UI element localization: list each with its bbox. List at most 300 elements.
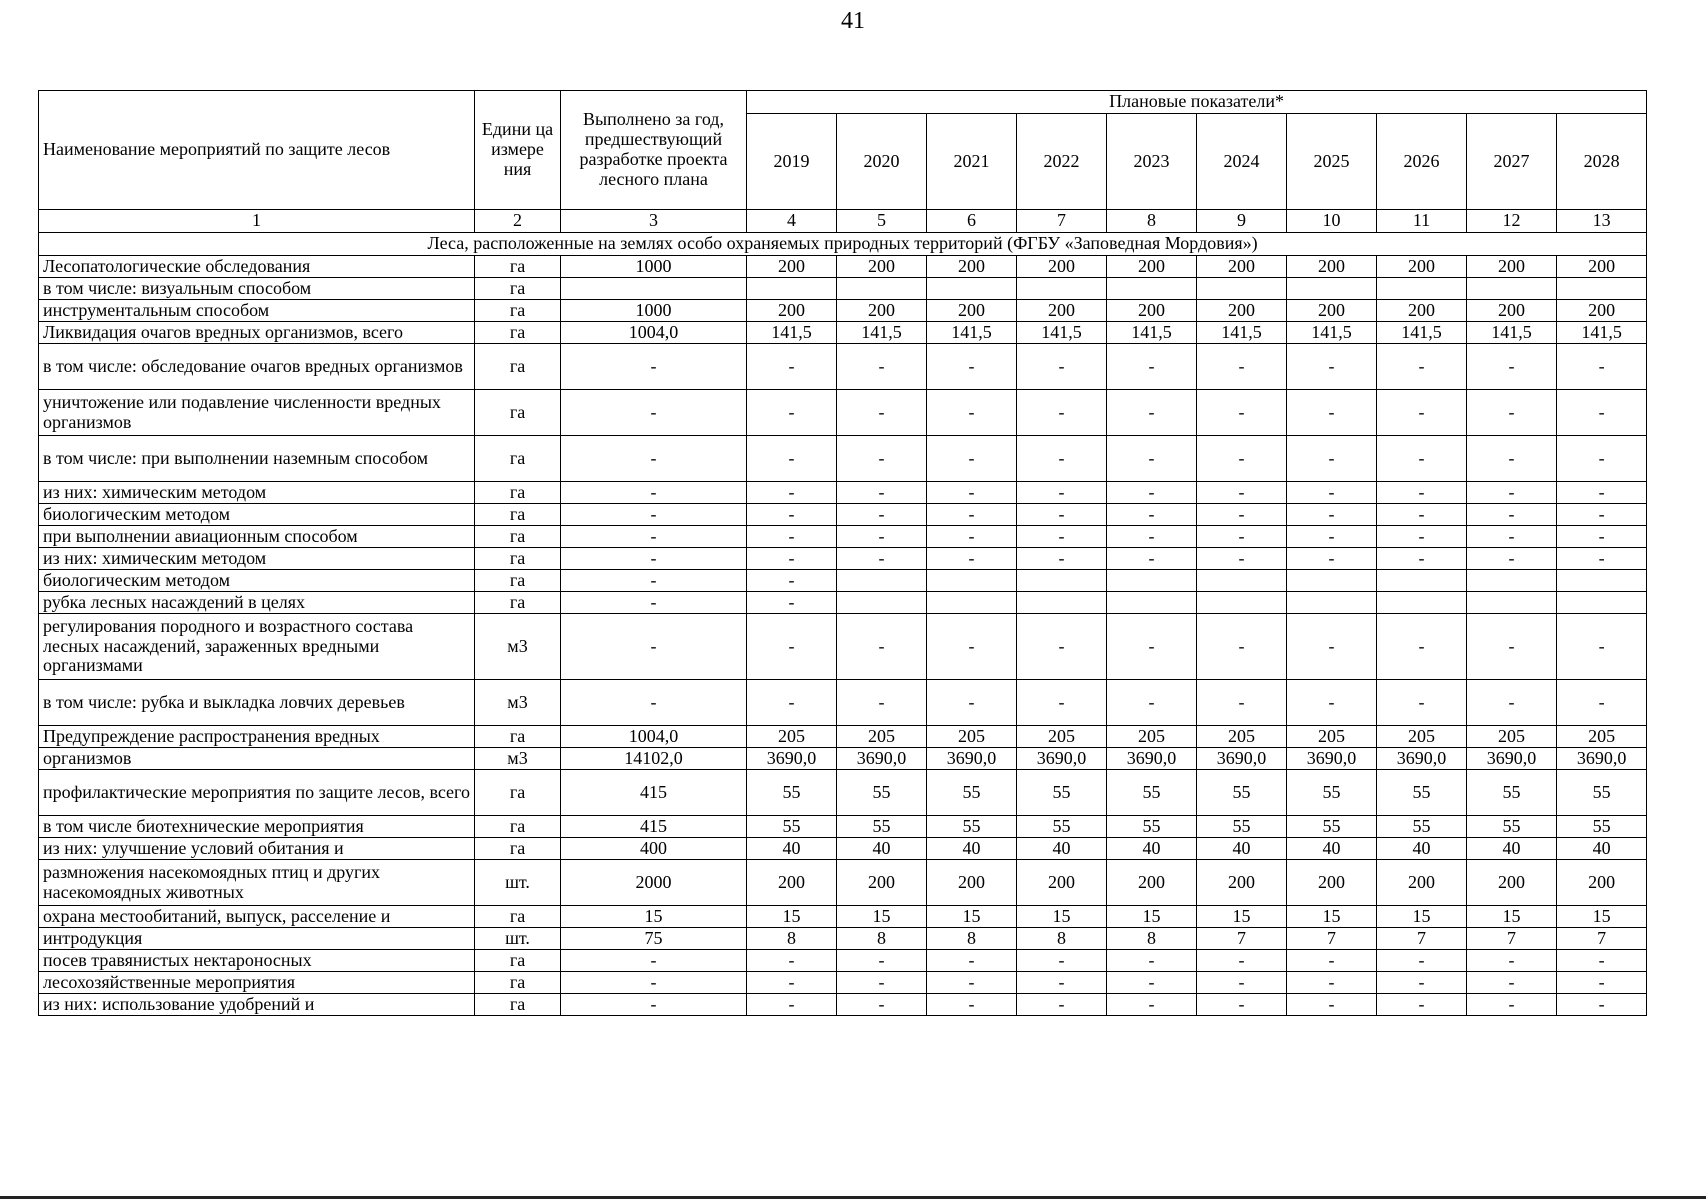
row-value: 3690,0 bbox=[1557, 748, 1647, 770]
table-row bbox=[39, 390, 1647, 436]
row-done: 415 bbox=[561, 816, 747, 838]
row-value: 205 bbox=[1107, 726, 1197, 748]
row-value: - bbox=[1377, 344, 1467, 390]
row-value: - bbox=[1467, 680, 1557, 726]
row-value bbox=[927, 278, 1017, 300]
column-number: 10 bbox=[1287, 210, 1377, 233]
row-value: 55 bbox=[1107, 816, 1197, 838]
row-value: - bbox=[837, 548, 927, 570]
row-value: - bbox=[837, 436, 927, 482]
row-value: - bbox=[1377, 390, 1467, 436]
row-name: из них: использование удобрений и bbox=[39, 994, 475, 1016]
table-row bbox=[39, 816, 1647, 838]
row-name: из них: химическим методом bbox=[39, 548, 475, 570]
row-done: 1004,0 bbox=[561, 322, 747, 344]
row-value: - bbox=[837, 390, 927, 436]
row-value: 55 bbox=[1017, 816, 1107, 838]
row-value: 200 bbox=[1467, 860, 1557, 906]
row-value: - bbox=[1377, 994, 1467, 1016]
row-done: 14102,0 bbox=[561, 748, 747, 770]
row-value: - bbox=[747, 680, 837, 726]
column-number: 5 bbox=[837, 210, 927, 233]
column-number-row bbox=[39, 210, 1647, 233]
row-value: - bbox=[1017, 482, 1107, 504]
row-unit: га bbox=[475, 816, 561, 838]
row-value: - bbox=[1467, 504, 1557, 526]
row-name: при выполнении авиационным способом bbox=[39, 526, 475, 548]
row-value: 141,5 bbox=[1377, 322, 1467, 344]
row-name: Предупреждение распространения вредных bbox=[39, 726, 475, 748]
row-value: 200 bbox=[1197, 300, 1287, 322]
row-unit: га bbox=[475, 770, 561, 816]
row-value: 141,5 bbox=[1197, 322, 1287, 344]
row-value: - bbox=[1287, 482, 1377, 504]
header-unit: Едини ца измере ния bbox=[475, 91, 561, 210]
row-value: 200 bbox=[1197, 256, 1287, 278]
page-number: 41 bbox=[841, 8, 865, 34]
row-value: - bbox=[1377, 950, 1467, 972]
table-row bbox=[39, 838, 1647, 860]
row-value: 8 bbox=[927, 928, 1017, 950]
row-value bbox=[1017, 570, 1107, 592]
row-name: биологическим методом bbox=[39, 570, 475, 592]
row-value: - bbox=[837, 680, 927, 726]
row-value: - bbox=[1467, 390, 1557, 436]
row-value: - bbox=[747, 482, 837, 504]
row-name: посев травянистых нектароносных bbox=[39, 950, 475, 972]
row-value: - bbox=[1557, 390, 1647, 436]
row-value: - bbox=[747, 570, 837, 592]
row-value: 15 bbox=[1107, 906, 1197, 928]
row-value: - bbox=[927, 972, 1017, 994]
row-value: 8 bbox=[1017, 928, 1107, 950]
row-value: - bbox=[1017, 436, 1107, 482]
row-name: организмов bbox=[39, 748, 475, 770]
row-value: - bbox=[1557, 436, 1647, 482]
row-name: в том числе: визуальным способом bbox=[39, 278, 475, 300]
column-number: 11 bbox=[1377, 210, 1467, 233]
table-row bbox=[39, 860, 1647, 906]
row-value: 200 bbox=[837, 300, 927, 322]
row-done: 1004,0 bbox=[561, 726, 747, 748]
row-value: 200 bbox=[1107, 860, 1197, 906]
row-value: - bbox=[837, 994, 927, 1016]
row-done: - bbox=[561, 994, 747, 1016]
column-number: 6 bbox=[927, 210, 1017, 233]
row-value: 3690,0 bbox=[747, 748, 837, 770]
row-value: - bbox=[837, 614, 927, 680]
row-value: - bbox=[1197, 504, 1287, 526]
row-value: - bbox=[1197, 436, 1287, 482]
row-name: в том числе: обследование очагов вредных организмов bbox=[39, 344, 475, 390]
table-row bbox=[39, 504, 1647, 526]
table-row bbox=[39, 770, 1647, 816]
row-unit: га bbox=[475, 548, 561, 570]
row-unit: га bbox=[475, 994, 561, 1016]
row-unit: м3 bbox=[475, 680, 561, 726]
row-value: 15 bbox=[927, 906, 1017, 928]
row-value: - bbox=[837, 526, 927, 548]
row-value: 205 bbox=[1197, 726, 1287, 748]
row-unit: га bbox=[475, 482, 561, 504]
row-value: 200 bbox=[1377, 256, 1467, 278]
row-unit: га bbox=[475, 726, 561, 748]
row-done: 415 bbox=[561, 770, 747, 816]
row-value: - bbox=[837, 482, 927, 504]
row-value: 200 bbox=[927, 860, 1017, 906]
row-done: - bbox=[561, 390, 747, 436]
table-row bbox=[39, 436, 1647, 482]
row-value: 200 bbox=[1377, 300, 1467, 322]
row-value: 141,5 bbox=[1107, 322, 1197, 344]
row-value: - bbox=[747, 614, 837, 680]
table-row bbox=[39, 482, 1647, 504]
row-unit: га bbox=[475, 838, 561, 860]
row-value bbox=[1287, 278, 1377, 300]
row-value: - bbox=[1287, 526, 1377, 548]
row-value: 40 bbox=[1197, 838, 1287, 860]
row-value: 55 bbox=[1557, 770, 1647, 816]
row-name: из них: химическим методом bbox=[39, 482, 475, 504]
row-value: - bbox=[927, 614, 1017, 680]
row-value: - bbox=[747, 548, 837, 570]
row-value: 205 bbox=[1017, 726, 1107, 748]
row-value bbox=[927, 592, 1017, 614]
row-value: - bbox=[1017, 994, 1107, 1016]
row-value: - bbox=[1197, 972, 1287, 994]
row-value: 205 bbox=[837, 726, 927, 748]
row-value: 200 bbox=[1287, 300, 1377, 322]
row-name: уничтожение или подавление численности вредных организмов bbox=[39, 390, 475, 436]
row-unit: га bbox=[475, 322, 561, 344]
row-value: 55 bbox=[1557, 816, 1647, 838]
row-unit: шт. bbox=[475, 860, 561, 906]
row-value bbox=[1017, 592, 1107, 614]
row-value: 40 bbox=[1287, 838, 1377, 860]
row-value: - bbox=[1197, 482, 1287, 504]
header-year: 2021 bbox=[927, 114, 1017, 210]
row-value: 15 bbox=[837, 906, 927, 928]
row-value: 3690,0 bbox=[837, 748, 927, 770]
row-value: 40 bbox=[1377, 838, 1467, 860]
row-value: 40 bbox=[1467, 838, 1557, 860]
row-value: - bbox=[747, 526, 837, 548]
table-row bbox=[39, 680, 1647, 726]
row-value: 40 bbox=[927, 838, 1017, 860]
row-value: 55 bbox=[1467, 770, 1557, 816]
row-value: 15 bbox=[1197, 906, 1287, 928]
column-number: 2 bbox=[475, 210, 561, 233]
row-unit: га bbox=[475, 504, 561, 526]
row-value: - bbox=[927, 390, 1017, 436]
row-value: 141,5 bbox=[1017, 322, 1107, 344]
row-done: - bbox=[561, 436, 747, 482]
row-value: - bbox=[747, 344, 837, 390]
row-value: 200 bbox=[1107, 300, 1197, 322]
header-year: 2023 bbox=[1107, 114, 1197, 210]
row-value: 200 bbox=[1287, 860, 1377, 906]
row-value: - bbox=[1377, 504, 1467, 526]
row-unit: га bbox=[475, 278, 561, 300]
row-value bbox=[1197, 570, 1287, 592]
row-unit: м3 bbox=[475, 614, 561, 680]
row-done: 15 bbox=[561, 906, 747, 928]
row-value: - bbox=[1197, 994, 1287, 1016]
row-value: 55 bbox=[927, 816, 1017, 838]
row-value: - bbox=[927, 950, 1017, 972]
row-value: - bbox=[1107, 614, 1197, 680]
row-value: 8 bbox=[1107, 928, 1197, 950]
table-row bbox=[39, 972, 1647, 994]
row-value: - bbox=[927, 526, 1017, 548]
row-value: - bbox=[1557, 548, 1647, 570]
row-value: - bbox=[927, 436, 1017, 482]
row-value: - bbox=[1557, 344, 1647, 390]
row-value: - bbox=[747, 592, 837, 614]
table-row bbox=[39, 906, 1647, 928]
table-row bbox=[39, 994, 1647, 1016]
page-bottom-edge bbox=[0, 1196, 1706, 1199]
row-value: - bbox=[1467, 436, 1557, 482]
row-value: 55 bbox=[747, 770, 837, 816]
row-value: - bbox=[1107, 950, 1197, 972]
row-value: 200 bbox=[1017, 256, 1107, 278]
row-value: - bbox=[927, 482, 1017, 504]
row-value: 141,5 bbox=[927, 322, 1017, 344]
column-number: 7 bbox=[1017, 210, 1107, 233]
table-row bbox=[39, 300, 1647, 322]
header-name: Наименование мероприятий по защите лесов bbox=[39, 91, 475, 210]
header-year: 2025 bbox=[1287, 114, 1377, 210]
row-value bbox=[1287, 592, 1377, 614]
row-value: - bbox=[1107, 972, 1197, 994]
row-value: - bbox=[1197, 344, 1287, 390]
row-value: - bbox=[747, 972, 837, 994]
row-value: - bbox=[927, 548, 1017, 570]
row-name: профилактические мероприятия по защите лесов, всего bbox=[39, 770, 475, 816]
row-value: 55 bbox=[1377, 816, 1467, 838]
row-done: 2000 bbox=[561, 860, 747, 906]
row-value: - bbox=[1017, 526, 1107, 548]
row-value bbox=[1107, 570, 1197, 592]
row-value: - bbox=[1197, 526, 1287, 548]
row-value bbox=[1197, 592, 1287, 614]
row-value bbox=[1377, 592, 1467, 614]
table-body bbox=[39, 256, 1647, 1016]
row-value: 3690,0 bbox=[1017, 748, 1107, 770]
row-value: - bbox=[1287, 390, 1377, 436]
row-value: - bbox=[1377, 526, 1467, 548]
row-value: - bbox=[1557, 614, 1647, 680]
row-value: - bbox=[1467, 344, 1557, 390]
row-value: 7 bbox=[1287, 928, 1377, 950]
table-row bbox=[39, 928, 1647, 950]
row-value: - bbox=[1557, 950, 1647, 972]
row-value bbox=[1467, 278, 1557, 300]
row-value: - bbox=[1287, 950, 1377, 972]
row-value: 15 bbox=[747, 906, 837, 928]
row-value: - bbox=[837, 950, 927, 972]
row-value: - bbox=[1107, 482, 1197, 504]
row-value: - bbox=[1107, 390, 1197, 436]
column-number: 4 bbox=[747, 210, 837, 233]
row-value: - bbox=[1017, 344, 1107, 390]
row-value: - bbox=[1467, 526, 1557, 548]
header-year: 2019 bbox=[747, 114, 837, 210]
row-value: - bbox=[1557, 482, 1647, 504]
row-value: 55 bbox=[1467, 816, 1557, 838]
row-value: 200 bbox=[747, 256, 837, 278]
row-value: - bbox=[1017, 390, 1107, 436]
row-value: 141,5 bbox=[1557, 322, 1647, 344]
column-number: 3 bbox=[561, 210, 747, 233]
row-value: - bbox=[1287, 504, 1377, 526]
row-value: 3690,0 bbox=[1467, 748, 1557, 770]
row-value bbox=[1197, 278, 1287, 300]
table-row bbox=[39, 548, 1647, 570]
row-value bbox=[747, 278, 837, 300]
table-row bbox=[39, 570, 1647, 592]
table-row bbox=[39, 726, 1647, 748]
row-value: - bbox=[747, 436, 837, 482]
row-name: регулирования породного и возрастного состава лесных насаждений, зараженных вредными организмами bbox=[39, 614, 475, 680]
column-number: 1 bbox=[39, 210, 475, 233]
row-value bbox=[837, 278, 927, 300]
row-unit: га bbox=[475, 300, 561, 322]
row-value: 200 bbox=[1017, 300, 1107, 322]
row-value: - bbox=[927, 344, 1017, 390]
row-value: - bbox=[1197, 548, 1287, 570]
row-value: 141,5 bbox=[1467, 322, 1557, 344]
row-value: - bbox=[1377, 436, 1467, 482]
table-row bbox=[39, 592, 1647, 614]
row-value: 141,5 bbox=[1287, 322, 1377, 344]
row-value: - bbox=[1107, 344, 1197, 390]
row-value: 205 bbox=[747, 726, 837, 748]
row-value: 7 bbox=[1197, 928, 1287, 950]
table-row bbox=[39, 322, 1647, 344]
row-value: 15 bbox=[1467, 906, 1557, 928]
row-name: рубка лесных насаждений в целях bbox=[39, 592, 475, 614]
row-value: - bbox=[1107, 994, 1197, 1016]
row-value: - bbox=[837, 344, 927, 390]
row-value: - bbox=[1287, 680, 1377, 726]
row-value: - bbox=[1017, 548, 1107, 570]
row-value: 15 bbox=[1017, 906, 1107, 928]
row-value: 3690,0 bbox=[1197, 748, 1287, 770]
row-value: 3690,0 bbox=[927, 748, 1017, 770]
row-unit: га bbox=[475, 256, 561, 278]
row-done: - bbox=[561, 950, 747, 972]
row-value: - bbox=[1377, 972, 1467, 994]
row-value bbox=[1107, 278, 1197, 300]
row-name: из них: улучшение условий обитания и bbox=[39, 838, 475, 860]
row-value: 40 bbox=[1557, 838, 1647, 860]
row-value: - bbox=[1287, 614, 1377, 680]
row-unit: га bbox=[475, 390, 561, 436]
header-year: 2027 bbox=[1467, 114, 1557, 210]
table-row bbox=[39, 344, 1647, 390]
row-value: - bbox=[927, 504, 1017, 526]
row-value: 200 bbox=[927, 300, 1017, 322]
row-done: - bbox=[561, 344, 747, 390]
row-value: 205 bbox=[1557, 726, 1647, 748]
row-value: - bbox=[1197, 614, 1287, 680]
row-done: 400 bbox=[561, 838, 747, 860]
row-name: Лесопатологические обследования bbox=[39, 256, 475, 278]
row-value: - bbox=[1377, 614, 1467, 680]
row-value: 205 bbox=[1287, 726, 1377, 748]
row-done bbox=[561, 278, 747, 300]
row-done: - bbox=[561, 614, 747, 680]
row-value: 200 bbox=[1287, 256, 1377, 278]
row-name: лесохозяйственные мероприятия bbox=[39, 972, 475, 994]
row-unit: га bbox=[475, 344, 561, 390]
row-unit: га bbox=[475, 592, 561, 614]
row-done: - bbox=[561, 972, 747, 994]
row-value: 205 bbox=[1467, 726, 1557, 748]
row-value bbox=[837, 592, 927, 614]
row-value: 205 bbox=[1377, 726, 1467, 748]
row-value: - bbox=[1377, 548, 1467, 570]
row-value: - bbox=[927, 680, 1017, 726]
row-value bbox=[1467, 570, 1557, 592]
row-name: Ликвидация очагов вредных организмов, всего bbox=[39, 322, 475, 344]
header-year: 2026 bbox=[1377, 114, 1467, 210]
row-value: - bbox=[1107, 436, 1197, 482]
row-value bbox=[837, 570, 927, 592]
row-value: 55 bbox=[747, 816, 837, 838]
row-value: - bbox=[1197, 390, 1287, 436]
row-value: 55 bbox=[1287, 770, 1377, 816]
row-value: - bbox=[1467, 614, 1557, 680]
row-value: 40 bbox=[1107, 838, 1197, 860]
table-row bbox=[39, 526, 1647, 548]
row-value: - bbox=[1197, 680, 1287, 726]
row-value: 200 bbox=[1557, 256, 1647, 278]
row-value: 7 bbox=[1377, 928, 1467, 950]
header-year: 2028 bbox=[1557, 114, 1647, 210]
row-done: - bbox=[561, 526, 747, 548]
row-value: - bbox=[1017, 950, 1107, 972]
row-value: 40 bbox=[747, 838, 837, 860]
row-unit: шт. bbox=[475, 928, 561, 950]
row-value: - bbox=[1467, 994, 1557, 1016]
row-value: - bbox=[1467, 548, 1557, 570]
row-value: 3690,0 bbox=[1107, 748, 1197, 770]
row-value: - bbox=[837, 972, 927, 994]
row-value: - bbox=[1287, 548, 1377, 570]
row-value: 200 bbox=[1467, 256, 1557, 278]
header-plan: Плановые показатели* bbox=[747, 91, 1647, 114]
row-unit: га bbox=[475, 570, 561, 592]
row-value: 200 bbox=[1107, 256, 1197, 278]
row-value: - bbox=[1017, 614, 1107, 680]
row-value: 55 bbox=[837, 770, 927, 816]
row-value: - bbox=[1467, 950, 1557, 972]
row-value: - bbox=[1377, 680, 1467, 726]
row-value: - bbox=[747, 390, 837, 436]
row-value: - bbox=[837, 504, 927, 526]
row-done: 1000 bbox=[561, 256, 747, 278]
row-value bbox=[1377, 570, 1467, 592]
row-value: 200 bbox=[837, 256, 927, 278]
column-number: 9 bbox=[1197, 210, 1287, 233]
row-value: - bbox=[1287, 994, 1377, 1016]
row-value: 55 bbox=[927, 770, 1017, 816]
row-value: 200 bbox=[1557, 860, 1647, 906]
header-done: Выполнено за год, предшествующий разработке проекта лесного плана bbox=[561, 91, 747, 210]
